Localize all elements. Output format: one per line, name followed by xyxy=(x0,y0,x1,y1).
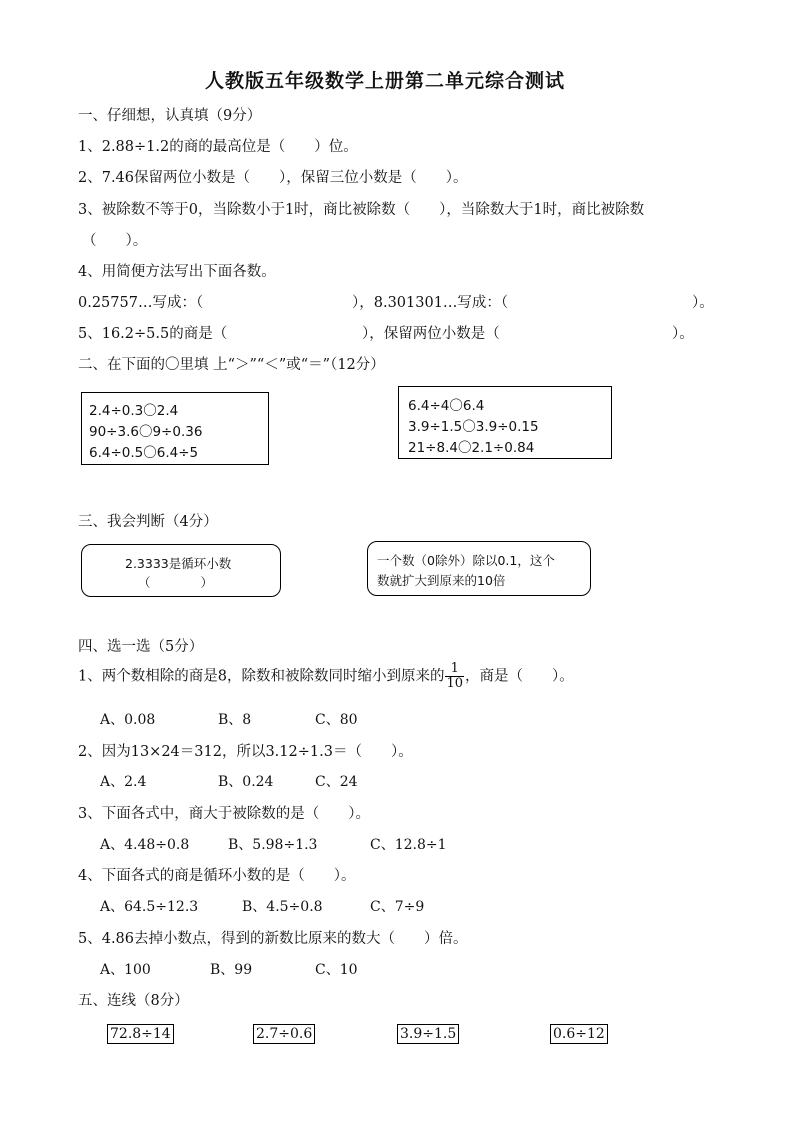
compare-box-left xyxy=(81,392,269,465)
option: C、7÷9 xyxy=(370,899,425,915)
s4-question-5: 5、4.86去掉小数点，得到的新数比原来的数大（ ）倍。 xyxy=(78,931,468,947)
option: B、4.5÷0.8 xyxy=(242,899,323,915)
section-3-heading: 三、我会判断（4分） xyxy=(78,514,218,530)
s1-question-4a: 0.25757…写成：（ xyxy=(78,295,204,311)
match-item: 72.8÷14 xyxy=(107,1024,174,1044)
s4-question-3: 3、下面各式中，商大于被除数的是（ ）。 xyxy=(78,806,370,822)
section-5-heading: 五、连线（8分） xyxy=(78,993,189,1009)
match-item: 0.6÷12 xyxy=(550,1024,608,1044)
s1-question-4: 4、用简便方法写出下面各数。 xyxy=(78,264,276,280)
s1-question-5a: 5、16.2÷5.5的商是（ xyxy=(78,326,228,342)
s4-question-1-text: 1、两个数相除的商是8，除数和被除数同时缩小到原来的 xyxy=(78,668,445,685)
s1-question-1: 1、2.88÷1.2的商的最高位是（ ）位。 xyxy=(78,139,358,155)
judge-1-statement: 2.3333是循环小数 xyxy=(125,556,232,571)
s1-question-3: 3、被除数不等于0，当除数小于1时，商比被除数（ ），当除数大于1时，商比被除数 xyxy=(78,202,645,218)
option: B、99 xyxy=(210,962,253,978)
option: A、100 xyxy=(100,962,151,978)
judge-2-statement-line-1: 一个数（0除外）除以0.1，这个 xyxy=(377,553,555,568)
compare-item: 6.4÷4〇6.4 xyxy=(408,398,485,414)
option: A、2.4 xyxy=(100,774,147,790)
compare-box-right xyxy=(398,386,612,459)
option: C、12.8÷1 xyxy=(370,837,447,853)
compare-item: 21÷8.4〇2.1÷0.84 xyxy=(408,440,535,456)
section-4-heading: 四、选一选（5分） xyxy=(78,639,204,655)
option: B、5.98÷1.3 xyxy=(228,837,318,853)
s1-question-3-cont: （ ）。 xyxy=(82,233,148,249)
option: A、64.5÷12.3 xyxy=(100,899,199,915)
s1-question-4b: ），8.301301…写成：（ xyxy=(352,295,509,311)
s1-question-5c: ）。 xyxy=(672,326,694,342)
s4-question-4: 4、下面各式的商是循环小数的是（ ）。 xyxy=(78,868,356,884)
compare-item: 2.4÷0.3〇2.4 xyxy=(89,403,179,419)
section-1-heading: 一、仔细想，认真填（9分） xyxy=(78,108,262,124)
judge-1-answer-blank: （ ） xyxy=(138,575,214,590)
option: A、0.08 xyxy=(100,712,156,728)
option: C、10 xyxy=(315,962,358,978)
judge-box-1 xyxy=(81,544,281,597)
option: C、80 xyxy=(315,712,358,728)
judge-2-statement-line-2: 数就扩大到原来的10倍 xyxy=(377,573,506,588)
s4-question-2: 2、因为13×24＝312，所以3.12÷1.3＝（ ）。 xyxy=(78,744,413,760)
option: B、8 xyxy=(218,712,252,728)
section-2-heading: 二、在下面的〇里填 上“＞”“＜”或“＝”（12分） xyxy=(78,357,385,373)
s4-question-1 xyxy=(78,662,574,691)
match-item: 2.7÷0.6 xyxy=(253,1024,315,1044)
s1-question-4c: ）。 xyxy=(692,295,714,311)
fraction xyxy=(445,662,464,691)
s4-question-1-tail: ，商是（ ）。 xyxy=(465,668,574,685)
fraction-numerator: 1 xyxy=(445,662,464,677)
compare-item: 3.9÷1.5〇3.9÷0.15 xyxy=(408,419,539,435)
compare-item: 6.4÷0.5〇6.4÷5 xyxy=(89,445,199,461)
judge-box-2 xyxy=(367,541,591,596)
page-title: 人教版五年级数学上册第二单元综合测试 xyxy=(205,70,566,92)
fraction-denominator: 10 xyxy=(446,676,463,691)
s1-question-5b: ），保留两位小数是（ xyxy=(362,326,500,342)
option: B、0.24 xyxy=(218,774,274,790)
option: A、4.48÷0.8 xyxy=(100,837,190,853)
option: C、24 xyxy=(315,774,358,790)
match-item: 3.9÷1.5 xyxy=(397,1024,459,1044)
s1-question-2: 2、7.46保留两位小数是（ ），保留三位小数是（ ）。 xyxy=(78,170,468,186)
compare-item: 90÷3.6〇9÷0.36 xyxy=(89,424,203,440)
